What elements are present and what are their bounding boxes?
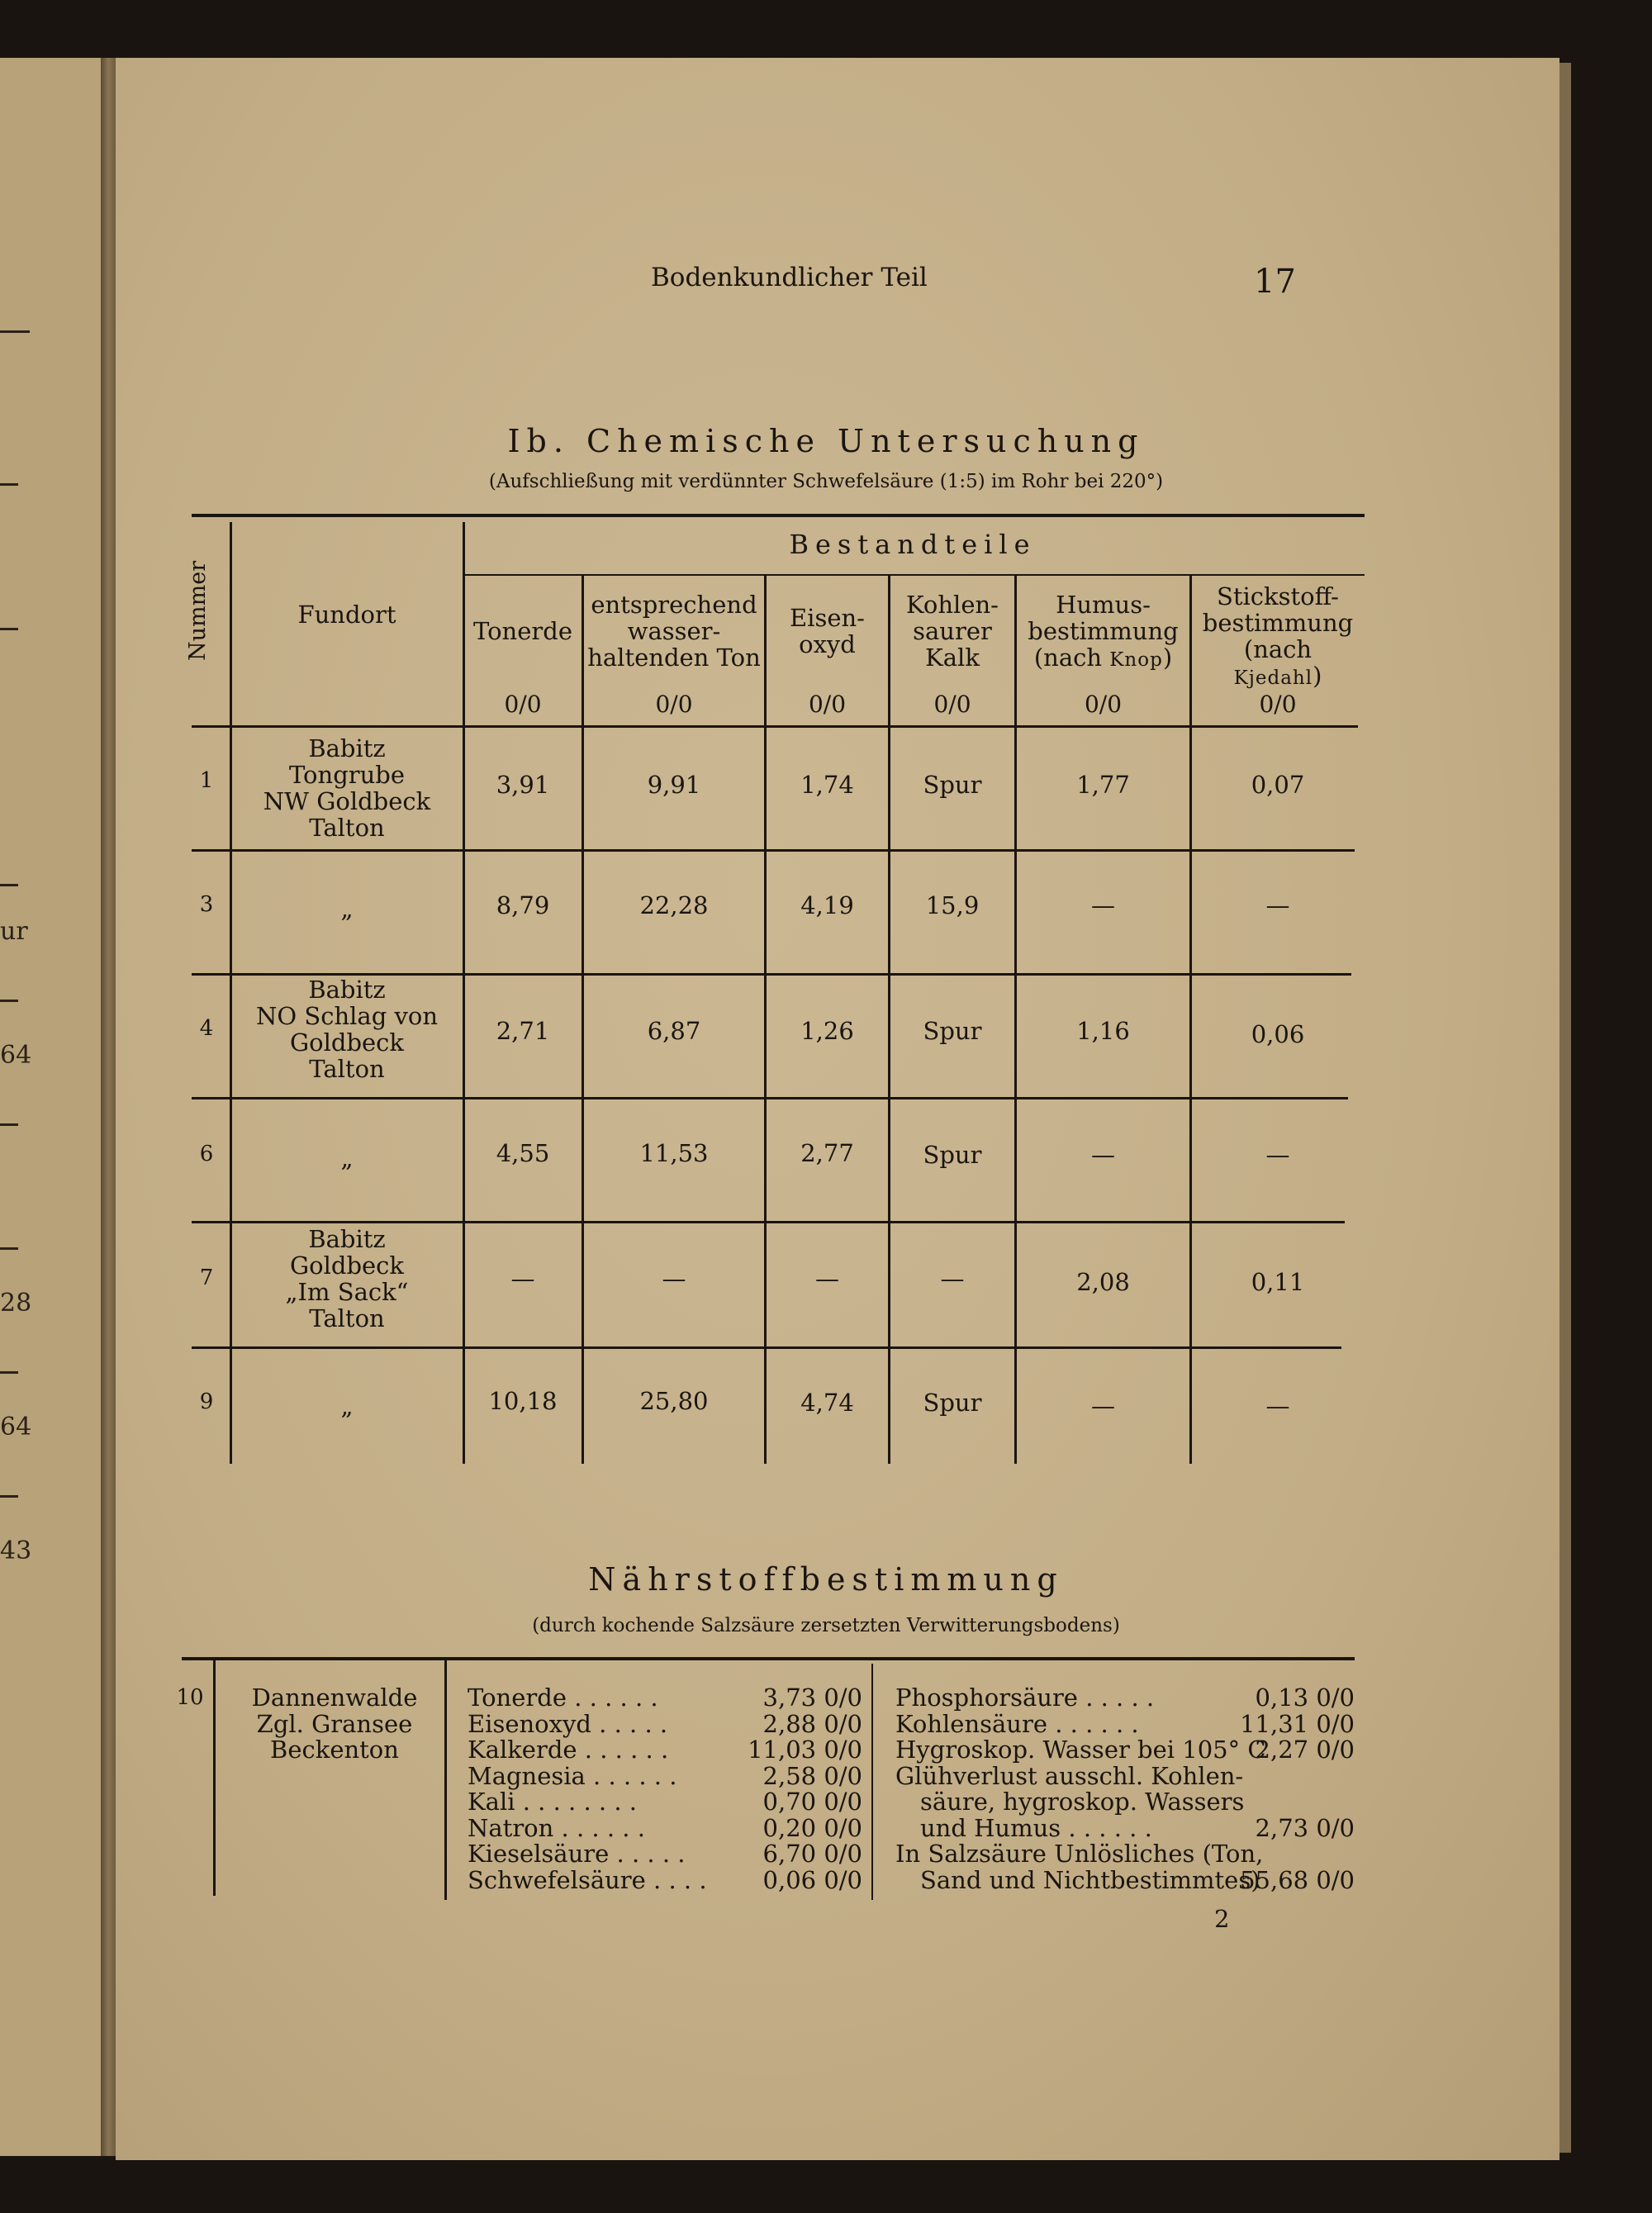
page-edge [1559, 63, 1571, 2153]
value-text: 2,88 [762, 1709, 817, 1738]
list-item-value [1240, 1709, 1355, 1738]
rule [0, 1495, 18, 1498]
header-line: haltenden Ton [587, 643, 761, 672]
list-item-label: säure, hygroskop. Wassers [920, 1788, 1245, 1816]
book-gutter [101, 58, 116, 2156]
row-rule [192, 1221, 1345, 1223]
value-text: 0,13 [1255, 1683, 1309, 1712]
value-humus: — [1091, 1392, 1115, 1420]
unit-percent: 0/0 [824, 1736, 862, 1764]
value-ton: 11,53 [639, 1139, 709, 1167]
value-kalk: 15,9 [925, 891, 980, 919]
header-line: Kohlen- [906, 591, 999, 619]
left-page-fragment [0, 58, 101, 2156]
list-item-label: Magnesia . . . . . . [468, 1761, 677, 1790]
value-tonerde: 3,91 [496, 771, 550, 799]
row-rule [192, 1346, 1341, 1349]
list-item-label: Eisenoxyd . . . . . [468, 1709, 668, 1738]
ditto-mark: „ [340, 1392, 354, 1420]
column-header-nummer: Nummer [185, 560, 211, 661]
unit-percent: 0/0 [1316, 1709, 1355, 1738]
column-rule [444, 1660, 447, 1900]
ditto-mark: „ [340, 895, 354, 923]
fundort-cell [233, 1226, 461, 1332]
list-item [468, 1685, 862, 1712]
left-page-text: 64 [0, 1041, 32, 1070]
list-item-value [762, 1865, 862, 1894]
column-rule [871, 1664, 873, 1900]
value-ton: 25,80 [639, 1387, 709, 1415]
value-stickstoff: — [1265, 1141, 1290, 1169]
author-knop: Knop [1109, 649, 1163, 671]
value-humus: 1,16 [1076, 1017, 1130, 1045]
fundort-line: NO Schlag von [255, 1002, 439, 1030]
fundort-line: Talton [309, 814, 385, 842]
fundort-line: Talton [309, 1055, 385, 1083]
list-item [468, 1813, 862, 1842]
row-rule [192, 1097, 1348, 1099]
rule [0, 1123, 18, 1126]
list-item [895, 1685, 1355, 1712]
list-item [895, 1865, 1355, 1894]
fundort-cell [233, 976, 461, 1082]
rule [0, 1371, 18, 1374]
value-kalk: Spur [923, 771, 982, 799]
value-text: 2,27 [1255, 1736, 1309, 1764]
group-header-rule [463, 574, 1365, 576]
rule [0, 884, 18, 886]
section-subtitle: (durch kochende Salzsäure zersetzten Verwitterungsbodens) [532, 1615, 1120, 1636]
value-stickstoff: 0,07 [1251, 771, 1305, 799]
column-header-kalk [890, 591, 1014, 671]
value-eisenoxyd: 4,74 [800, 1389, 854, 1417]
value-stickstoff: 0,06 [1251, 1020, 1305, 1048]
list-item-label: und Humus . . . . . . [920, 1813, 1152, 1842]
header-line: Kalk [925, 643, 980, 672]
fundort-line: Goldbeck [289, 1028, 404, 1057]
list-item-value [748, 1737, 862, 1764]
value-kalk: Spur [923, 1017, 982, 1045]
value-text: 2,73 [1255, 1813, 1309, 1842]
group-header-bestandteile: Bestandteile [789, 529, 1037, 560]
value-eisenoxyd: — [815, 1265, 839, 1293]
left-page-text: 28 [0, 1289, 32, 1318]
list-item [468, 1761, 862, 1790]
list-item-label: Kohlensäure . . . . . . [895, 1709, 1139, 1738]
list-item-value [1240, 1865, 1355, 1894]
list-item-value [1255, 1813, 1355, 1842]
fundort-line: Babitz [308, 1225, 386, 1253]
list-item-value [1256, 1685, 1355, 1712]
left-page-text: 43 [0, 1536, 32, 1565]
table-top-rule [182, 1657, 1355, 1660]
value-stickstoff: 0,11 [1251, 1268, 1305, 1296]
value-eisenoxyd: 2,77 [800, 1139, 854, 1167]
list-item-label: Tonerde . . . . . . [468, 1683, 658, 1712]
unit-percent: 0/0 [824, 1683, 862, 1712]
column-header-tonerde: Tonerde [473, 617, 572, 645]
page-number: 17 [1254, 263, 1296, 301]
fundort-cell [233, 1145, 461, 1171]
fundort-line: Tongrube [288, 761, 406, 789]
list-item [468, 1865, 862, 1894]
value-text: 55,68 [1240, 1865, 1309, 1894]
signature-mark: 2 [1214, 1905, 1230, 1933]
ditto-mark: „ [340, 1144, 354, 1172]
unit-percent: 0/0 [1316, 1736, 1355, 1764]
list-item [468, 1737, 862, 1764]
value-text: 0,06 [762, 1865, 817, 1894]
value-tonerde: 10,18 [488, 1387, 558, 1415]
value-text: 11,31 [1240, 1709, 1309, 1738]
list-item-label: Kalkerde . . . . . . [468, 1736, 669, 1764]
fundort-line: Zgl. Gransee [256, 1709, 413, 1738]
value-stickstoff: — [1265, 891, 1290, 919]
value-text: 3,73 [762, 1683, 817, 1712]
list-item [895, 1841, 1355, 1868]
rule [0, 330, 30, 333]
value-ton: 6,87 [647, 1017, 701, 1045]
value-text: 0,20 [762, 1813, 817, 1842]
list-item-value [762, 1761, 862, 1790]
value-eisenoxyd: 1,74 [800, 771, 854, 799]
value-eisenoxyd: 1,26 [800, 1017, 854, 1045]
header-line: Stickstoff- [1217, 582, 1339, 610]
fundort-cell [233, 895, 461, 922]
fundort-line: Babitz [308, 976, 386, 1004]
fundort-line: Beckenton [270, 1736, 399, 1764]
unit-percent: 0/0 [1084, 691, 1123, 718]
row-number: 1 [199, 768, 214, 793]
fundort-line: Talton [309, 1304, 385, 1332]
value-humus: — [1091, 1141, 1115, 1169]
list-item-value [763, 1841, 862, 1868]
column-rule [463, 522, 465, 1464]
list-item [468, 1709, 862, 1738]
column-header-fundort: Fundort [297, 601, 396, 629]
list-item-label: Glühverlust ausschl. Kohlen- [895, 1761, 1244, 1790]
rule [0, 1247, 18, 1250]
list-item-value [763, 1789, 862, 1816]
column-header-humus [1017, 591, 1189, 673]
unit-percent: 0/0 [933, 691, 971, 718]
running-head: Bodenkundlicher Teil [651, 263, 928, 292]
list-item [468, 1841, 862, 1868]
list-item [895, 1761, 1355, 1790]
unit-percent: 0/0 [824, 1840, 862, 1868]
fundort-cell [233, 735, 461, 841]
row-number: 4 [199, 1016, 214, 1041]
nutrient-list-right [895, 1685, 1355, 1893]
header-line: (nach [1243, 635, 1313, 663]
fundort-line: „Im Sack“ [285, 1278, 409, 1306]
value-text: 11,03 [748, 1736, 817, 1764]
column-header-eisenoxyd [767, 605, 888, 658]
value-kalk: Spur [923, 1389, 982, 1417]
unit-percent: 0/0 [655, 691, 693, 718]
table-top-rule [192, 514, 1365, 517]
header-line: oxyd [799, 630, 856, 658]
fundort-line: Goldbeck [289, 1251, 404, 1280]
header-line: bestimmung [1202, 609, 1354, 637]
rule [0, 1000, 18, 1002]
value-ton: 22,28 [639, 891, 709, 919]
list-item [895, 1737, 1355, 1764]
unit-percent: 0/0 [824, 1788, 862, 1816]
header-line: Humus- [1056, 591, 1151, 619]
left-page-text: 64 [0, 1413, 32, 1441]
list-item [468, 1789, 862, 1816]
value-text: 2,58 [762, 1761, 817, 1790]
header-line: bestimmung [1028, 617, 1179, 645]
header-text: ) [1313, 662, 1322, 690]
unit-percent: 0/0 [824, 1761, 862, 1790]
list-item [895, 1813, 1355, 1842]
unit-percent: 0/0 [824, 1813, 862, 1842]
fundort-line: Babitz [308, 734, 386, 762]
rule [0, 628, 18, 630]
unit-percent: 0/0 [824, 1865, 862, 1894]
list-item-label: Phosphorsäure . . . . . [895, 1683, 1155, 1712]
header-line [1192, 662, 1364, 691]
value-humus: 2,08 [1076, 1268, 1130, 1296]
nutrient-list-left [468, 1685, 862, 1893]
fundort-line: Dannenwalde [251, 1683, 418, 1712]
value-tonerde: — [510, 1265, 535, 1293]
unit-percent: 0/0 [824, 1709, 862, 1738]
header-bottom-rule [192, 725, 1358, 728]
list-item-label: Hygroskop. Wasser bei 105° C [895, 1736, 1266, 1764]
left-page-text: ur [0, 917, 28, 946]
header-line: entsprechend [591, 591, 757, 619]
list-item-label: Schwefelsäure . . . . [468, 1865, 707, 1894]
value-humus: — [1091, 891, 1115, 919]
list-item-value [762, 1709, 862, 1738]
list-item [895, 1789, 1355, 1816]
value-ton: 9,91 [647, 771, 701, 799]
value-humus: 1,77 [1076, 771, 1130, 799]
header-line: saurer [913, 617, 992, 645]
list-item-label: Kali . . . . . . . . [468, 1788, 637, 1816]
value-tonerde: 8,79 [496, 891, 550, 919]
author-kjedahl: Kjedahl [1233, 667, 1313, 689]
list-item-value [762, 1813, 862, 1842]
value-kalk: — [940, 1265, 965, 1293]
column-rule [230, 522, 232, 1464]
row-number: 6 [199, 1142, 214, 1166]
fundort-cell [240, 1685, 430, 1764]
unit-percent: 0/0 [1316, 1865, 1355, 1894]
list-item-label: Sand und Nichtbestimmtes) [920, 1865, 1260, 1894]
row-number: 3 [199, 892, 214, 917]
fundort-line: NW Goldbeck [263, 787, 431, 815]
value-kalk: Spur [923, 1141, 982, 1169]
value-ton: — [662, 1265, 686, 1293]
value-text: 6,70 [762, 1840, 817, 1868]
fundort-cell [233, 1393, 461, 1419]
section-title: Nährstoffbestimmung [588, 1561, 1064, 1598]
column-header-ton [584, 591, 764, 671]
header-line: wasser- [627, 617, 721, 645]
unit-percent: 0/0 [1316, 1813, 1355, 1842]
value-tonerde: 2,71 [496, 1017, 550, 1045]
section-subtitle: (Aufschließung mit verdünnter Schwefelsäure (1:5) im Rohr bei 220°) [488, 471, 1164, 492]
row-number: 7 [199, 1266, 214, 1290]
list-item [895, 1709, 1355, 1738]
list-item-label: Natron . . . . . . [468, 1813, 645, 1842]
header-text: (nach [1033, 643, 1110, 672]
row-number: 10 [176, 1685, 204, 1710]
value-text: 0,70 [762, 1788, 817, 1816]
unit-percent: 0/0 [504, 691, 542, 718]
list-item-value [1256, 1737, 1355, 1764]
value-eisenoxyd: 4,19 [800, 891, 854, 919]
list-item-label: In Salzsäure Unlösliches (Ton, [895, 1840, 1264, 1868]
list-item-value [763, 1685, 862, 1712]
column-header-stickstoff [1192, 583, 1364, 691]
list-item-label: Kieselsäure . . . . . [468, 1840, 686, 1868]
value-tonerde: 4,55 [496, 1139, 550, 1167]
header-line: Eisen- [790, 604, 865, 632]
row-number: 9 [199, 1389, 214, 1414]
header-text: ) [1162, 643, 1173, 672]
unit-percent: 0/0 [808, 691, 847, 718]
row-rule [192, 849, 1355, 852]
unit-percent: 0/0 [1259, 691, 1297, 718]
header-line [1017, 644, 1189, 673]
unit-percent: 0/0 [1316, 1683, 1355, 1712]
value-stickstoff: — [1265, 1392, 1290, 1420]
section-title: Ib. Chemische Untersuchung [507, 423, 1145, 459]
